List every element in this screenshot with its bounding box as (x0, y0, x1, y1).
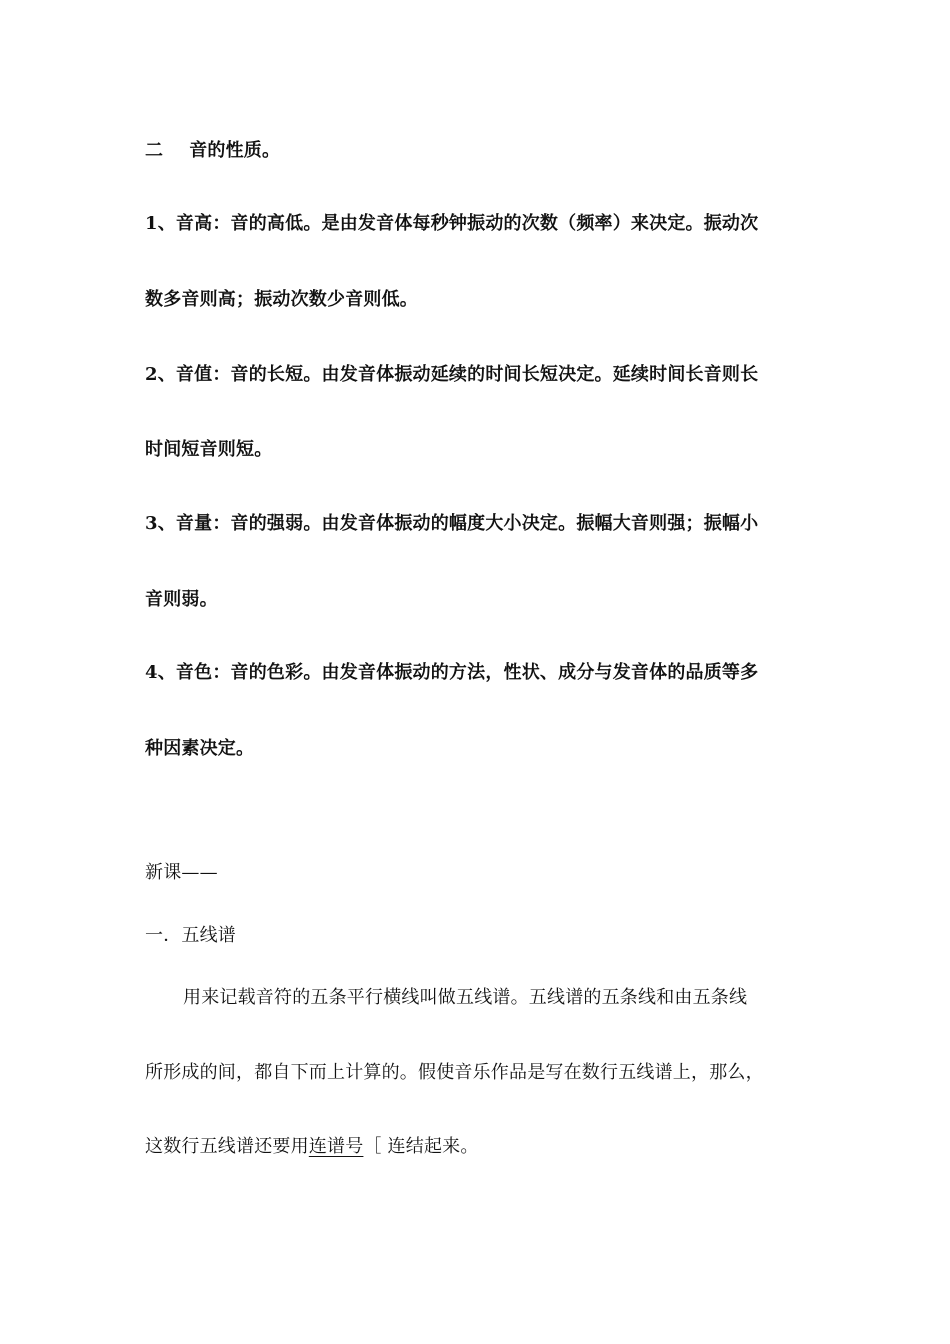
section-number: 二 (145, 140, 164, 161)
property-pitch-line-2: 数多音则高；振动次数少音则低。 (145, 289, 418, 310)
staff-paragraph-text-1: 用来记载音符的五条平行横线叫做五线谱。五线谱的五条线和由五条线 (183, 987, 748, 1008)
staff-paragraph-text-3a: 这数行五线谱还要用 (145, 1136, 309, 1157)
staff-paragraph-line-2: 所形成的间，都自下而上计算的。假使音乐作品是写在数行五线谱上，那么， (145, 1062, 764, 1083)
property-volume-line-2: 音则弱。 (145, 589, 218, 610)
new-lesson-label: 新课—— (145, 862, 218, 883)
property-timbre-line-2: 种因素决定。 (145, 738, 255, 759)
section-heading-2 (145, 140, 280, 162)
property-duration-line-2: 时间短音则短。 (145, 439, 273, 460)
section-title: 音的性质。 (189, 140, 281, 161)
property-pitch-line-1: 1、音高：音的高低。是由发音体每秒钟振动的次数（频率）来决定。振动次 (145, 213, 759, 234)
section-heading-1: 一．五线谱 (145, 925, 236, 946)
property-volume-line-1: 3、音量：音的强弱。由发音体振动的幅度大小决定。振幅大音则强；振幅小 (145, 513, 759, 534)
staff-paragraph-text-3b: ［ 连结起来。 (363, 1136, 479, 1157)
property-timbre-line-1: 4、音色：音的色彩。由发音体振动的方法，性状、成分与发音体的品质等多 (145, 662, 759, 683)
staff-paragraph-line-1 (145, 987, 747, 1009)
property-duration-line-1: 2、音值：音的长短。由发音体振动延续的时间长短决定。延续时间长音则长 (145, 364, 759, 385)
brace-term-link: 连谱号 (308, 1136, 364, 1157)
staff-paragraph-line-3 (145, 1136, 479, 1158)
